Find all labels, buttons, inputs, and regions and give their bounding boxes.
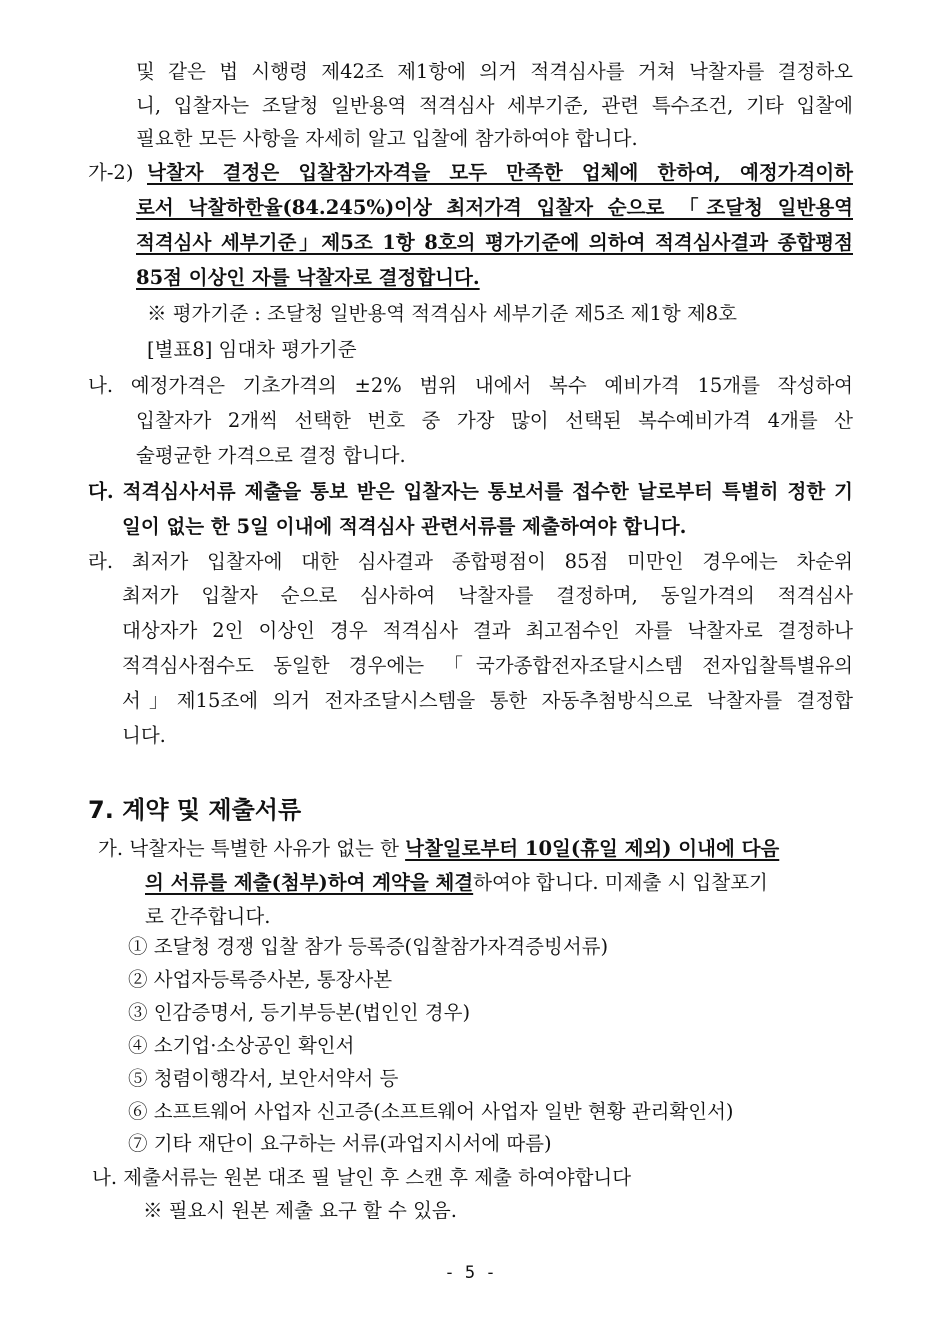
required-document-item: ③ 인감증명서, 등기부등본(법인인 경우) [128, 1001, 471, 1024]
intro-line: 필요한 모든 사항을 자세히 알고 입찰에 참가하여야 합니다. [136, 127, 638, 150]
tie-break-line: 라. 최저가 입찰자에 대한 심사결과 종합평점이 85점 미만인 경우에는 차순위 [88, 550, 853, 573]
contract-deadline-emphasis: 낙찰일로부터 10일(휴일 제외) 이내에 다음 [405, 837, 780, 860]
required-document-item: ① 조달청 경쟁 입찰 참가 등록증(입찰참가자격증빙서류) [128, 935, 609, 958]
required-document-item: ④ 소기업·소상공인 확인서 [128, 1034, 355, 1057]
tie-break-line: 적격심사점수도 동일한 경우에는 「국가종합전자조달시스템 전자입찰특별유의 [122, 654, 853, 677]
evaluation-note: ※ 평가기준 : 조달청 일반용역 적격심사 세부기준 제5조 제1항 제8호 [147, 302, 738, 325]
award-criteria-line: 85점 이상인 자를 낙찰자로 결정합니다. [136, 266, 480, 289]
estimated-price-line: 나. 예정가격은 기초가격의 ±2% 범위 내에서 복수 예비가격 15개를 작성하여 [88, 374, 853, 397]
award-criteria-line: 낙찰자 결정은 입찰참가자격을 모두 만족한 업체에 한하여, 예정가격이하 [147, 161, 853, 184]
tie-break-line: 서」제15조에 의거 전자조달시스템을 통한 자동추첨방식으로 낙찰자를 결정합 [122, 689, 853, 712]
annex-reference: [별표8] 임대차 평가기준 [147, 338, 357, 361]
tie-break-line: 대상자가 2인 이상인 경우 적격심사 결과 최고점수인 자를 낙찰자로 결정하나 [122, 619, 853, 642]
clause-marker: 가-2) [88, 161, 134, 184]
contract-line [98, 836, 779, 862]
estimated-price-line: 술평균한 가격으로 결정 합니다. [136, 444, 406, 467]
submission-note: ※ 필요시 원본 제출 요구 할 수 있음. [143, 1199, 457, 1222]
page-number: - 5 - [444, 1263, 496, 1283]
tie-break-line: 최저가 입찰자 순으로 심사하여 낙찰자를 결정하며, 동일가격의 적격심사 [122, 584, 853, 607]
submission-rule: 나. 제출서류는 원본 대조 필 날인 후 스캔 후 제출 하여야합니다 [92, 1166, 632, 1189]
required-document-item: ⑥ 소프트웨어 사업자 신고증(소프트웨어 사업자 일반 현황 관리확인서) [128, 1100, 734, 1123]
required-document-item: ② 사업자등록증사본, 통장사본 [128, 968, 393, 991]
contract-line-text: 가. 낙찰자는 특별한 사유가 없는 한 [98, 837, 406, 860]
contract-deadline-emphasis: 의 서류를 제출(첨부)하여 계약을 체결 [145, 871, 474, 894]
contract-line: 로 간주합니다. [145, 905, 271, 928]
required-document-item: ⑤ 청렴이행각서, 보안서약서 등 [128, 1067, 399, 1090]
contract-line-text: 하여야 합니다. 미제출 시 입찰포기 [473, 871, 768, 894]
intro-line: 및 같은 법 시행령 제42조 제1항에 의거 적격심사를 거쳐 낙찰자를 결정하오 [136, 60, 853, 83]
contract-line [145, 870, 768, 896]
qualification-docs-line: 일이 없는 한 5일 이내에 적격심사 관련서류를 제출하여야 합니다. [122, 515, 687, 538]
section-heading: 7. 계약 및 제출서류 [88, 796, 302, 824]
intro-line: 니, 입찰자는 조달청 일반용역 적격심사 세부기준, 관련 특수조건, 기타 입찰에 [136, 94, 853, 117]
tie-break-line: 니다. [122, 724, 166, 747]
required-document-item: ⑦ 기타 재단이 요구하는 서류(과업지시서에 따름) [128, 1132, 552, 1155]
qualification-docs-line: 다. 적격심사서류 제출을 통보 받은 입찰자는 통보서를 접수한 날로부터 특별히 정한 기 [88, 480, 853, 503]
award-criteria-line: 적격심사 세부기준」제5조 1항 8호의 평가기준에 의하여 적격심사결과 종합평점 [136, 231, 853, 254]
award-criteria-line: 로서 낙찰하한율(84.245%)이상 최저가격 입찰자 순으로 「조달청 일반용역 [136, 196, 853, 219]
estimated-price-line: 입찰자가 2개씩 선택한 번호 중 가장 많이 선택된 복수예비가격 4개를 산 [136, 409, 853, 432]
